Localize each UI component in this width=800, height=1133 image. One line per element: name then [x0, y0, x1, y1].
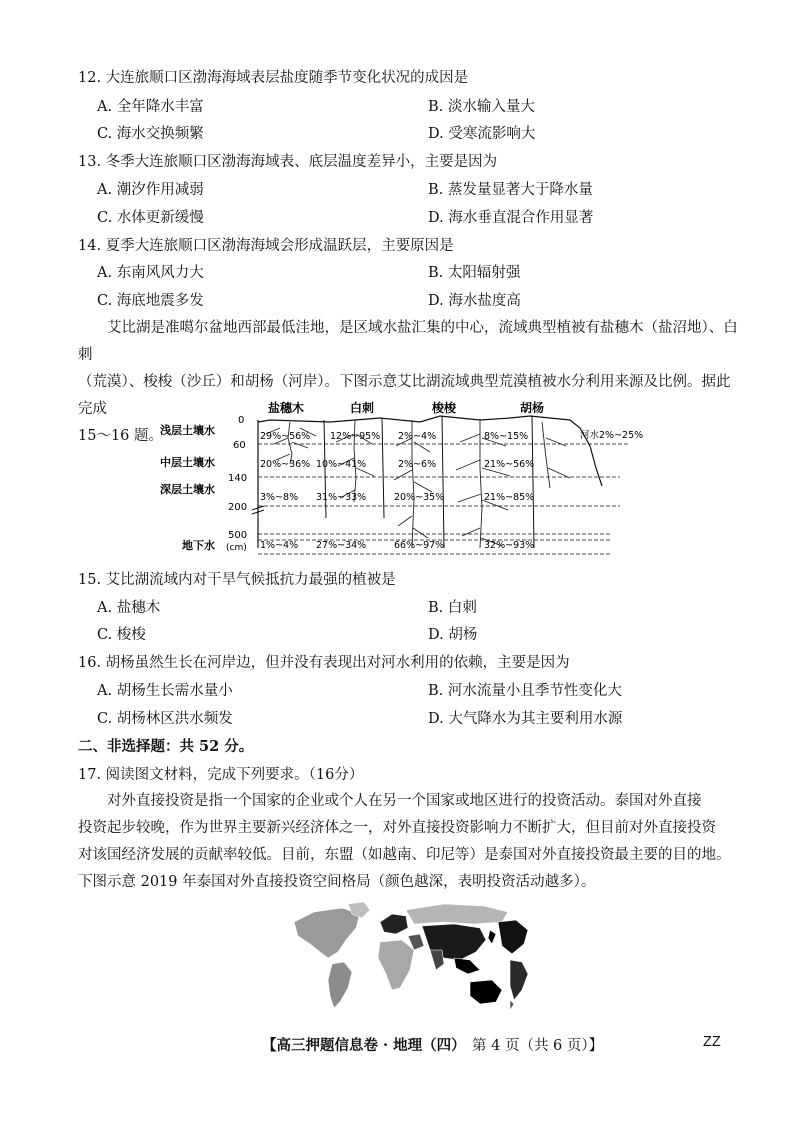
q12-option-b: B. 淡水输入量大: [428, 99, 535, 115]
divider-4: [532, 416, 534, 548]
depth-unit: (cm): [226, 543, 247, 553]
value-shallow-nitraria: 12%~95%: [330, 431, 381, 442]
footer-code: ZZ: [703, 1034, 721, 1050]
question-13-stem: 13. 冬季大连旅顺口区渤海海域表、底层温度差异小，主要是因为: [78, 154, 498, 170]
q13-option-b: B. 蒸发量显著大于降水量: [428, 182, 593, 198]
value-middle-poplar: 21%~56%: [484, 459, 535, 470]
value-shallow-poplar: 8%~15%: [484, 431, 529, 442]
value-ground-saxaul: 66%~97%: [394, 540, 445, 551]
q13-option-d: D. 海水垂直混合作用显著: [428, 210, 594, 226]
map-south-asia: [430, 950, 444, 970]
water-source-diagram: [150, 398, 670, 566]
footer-page-number: 第 4 页（共 6 页）】: [472, 1038, 604, 1054]
plant-label-nitraria: 白刺: [350, 401, 375, 415]
value-ground-poplar: 32%~93%: [484, 540, 535, 551]
depth-tick-140: 140: [228, 473, 248, 484]
q12-option-a: A. 全年降水丰富: [97, 99, 204, 115]
value-ground-salt: 1%~4%: [260, 540, 299, 551]
q12-option-d: D. 受寒流影响大: [428, 126, 536, 142]
layer-label-shallow: 浅层土壤水: [160, 424, 215, 437]
value-shallow-saxaul: 2%~4%: [398, 431, 437, 442]
map-australia: [470, 980, 502, 1004]
value-middle-saxaul: 2%~6%: [398, 459, 437, 470]
thailand-ofdi-world-map: [284, 900, 534, 1018]
divider-3: [442, 416, 444, 548]
q17-line-3: 对该国经济发展的贡献率较低。目前，东盟（如越南、印尼等）是泰国对外直接投资最主要的目的地。: [78, 847, 731, 863]
layer-label-deep: 深层土壤水: [160, 483, 215, 496]
q16-option-c: C. 胡杨林区洪水频发: [97, 711, 233, 727]
question-12-stem: 12. 大连旅顺口区渤海海域表层盐度随季节变化状况的成因是: [78, 70, 469, 86]
map-russia: [406, 904, 508, 924]
question-16-stem: 16. 胡杨虽然生长在河岸边，但并没有表现出对河水利用的依赖，主要是因为: [78, 655, 570, 671]
q16-option-d: D. 大气降水为其主要利用水源: [428, 711, 623, 727]
plant-label-poplar: 胡杨: [520, 401, 545, 415]
depth-tick-60: 60: [233, 440, 246, 451]
q15-option-d: D. 胡杨: [428, 627, 478, 643]
q13-option-a: A. 潮汐作用减弱: [97, 182, 204, 198]
q14-option-d: D. 海水盐度高: [428, 293, 521, 309]
value-ground-nitraria: 27%~34%: [316, 540, 367, 551]
q14-option-b: B. 太阳辐射强: [428, 265, 521, 281]
map-europe: [380, 914, 408, 934]
map-southeast-asia: [454, 958, 480, 974]
q17-line-1: 对外直接投资是指一个国家的企业或个人在另一个国家或地区进行的投资活动。泰国对外直接: [107, 793, 702, 809]
passage-line-3: 15～16 题。: [78, 428, 164, 444]
q13-option-c: C. 水体更新缓慢: [97, 210, 204, 226]
map-north-america: [294, 908, 360, 958]
value-deep-nitraria: 31%~33%: [316, 492, 367, 503]
value-deep-poplar: 21%~85%: [484, 492, 535, 503]
passage-line-2: （荒漠）、梭梭（沙丘）和胡杨（河岸）。下图示意艾比湖流域典型荒漠植被水分利用来源及比例。据此完成: [78, 374, 731, 417]
q16-option-b: B. 河水流量小且季节性变化大: [428, 683, 622, 699]
q14-option-c: C. 海底地震多发: [97, 293, 204, 309]
map-new-zealand: [510, 1000, 514, 1010]
q16-option-a: A. 胡杨生长需水量小: [97, 683, 233, 699]
map-north-america-east: [498, 920, 528, 954]
q15-option-b: B. 白刺: [428, 600, 477, 616]
ground-surface: [258, 416, 602, 486]
value-middle-nitraria: 10%~41%: [316, 459, 367, 470]
q17-line-2: 投资起步较晚，作为世界主要新兴经济体之一，对外直接投资影响力不断扩大，但目前对外直接投资: [78, 820, 716, 836]
plant-label-salt: 盐穗木: [268, 401, 305, 415]
value-middle-salt: 20%~36%: [260, 459, 311, 470]
footer-title: 【高三押题信息卷 · 地理（四）: [262, 1037, 466, 1054]
layer-label-ground: 地下水: [182, 539, 215, 552]
q17-material: [78, 788, 738, 896]
q12-option-c: C. 海水交换频繁: [97, 126, 204, 142]
value-shallow-salt: 29%~56%: [260, 431, 311, 442]
q15-option-a: A. 盐穗木: [97, 600, 161, 616]
map-south-america: [328, 962, 352, 1008]
passage-line-1: 艾比湖是准噶尔盆地西部最低洼地，是区域水盐汇集的中心，流域典型植被有盐穗木（盐沼地）、白刺: [78, 320, 738, 363]
q17-line-4: 下图示意 2019 年泰国对外直接投资空间格局（颜色越深，表明投资活动越多）。: [78, 874, 596, 890]
depth-tick-200: 200: [228, 502, 248, 513]
question-14-stem: 14. 夏季大连旅顺口区渤海海域会形成温跃层，主要原因是: [78, 238, 454, 254]
value-deep-saxaul: 20%~35%: [394, 492, 445, 503]
q14-option-a: A. 东南风风力大: [97, 265, 204, 281]
divider-2: [382, 418, 384, 518]
value-deep-salt: 3%~8%: [260, 492, 299, 503]
value-river: 河水2%~25%: [580, 430, 644, 441]
map-africa: [378, 940, 414, 990]
map-south-america-east: [510, 960, 528, 1000]
map-japan: [488, 930, 496, 944]
layer-label-middle: 中层土壤水: [160, 456, 215, 469]
depth-tick-500: 500: [228, 530, 248, 541]
depth-tick-0: 0: [238, 415, 245, 426]
q15-option-c: C. 梭梭: [97, 627, 146, 643]
roots-salt: [266, 422, 316, 464]
plant-label-saxaul: 梭梭: [432, 401, 457, 415]
question-15-stem: 15. 艾比湖流域内对干旱气候抵抗力最强的植被是: [78, 572, 396, 588]
section-2-heading: 二、非选择题：共 52 分。: [78, 738, 254, 755]
question-17-stem: 17. 阅读图文材料，完成下列要求。（16分）: [78, 767, 364, 783]
